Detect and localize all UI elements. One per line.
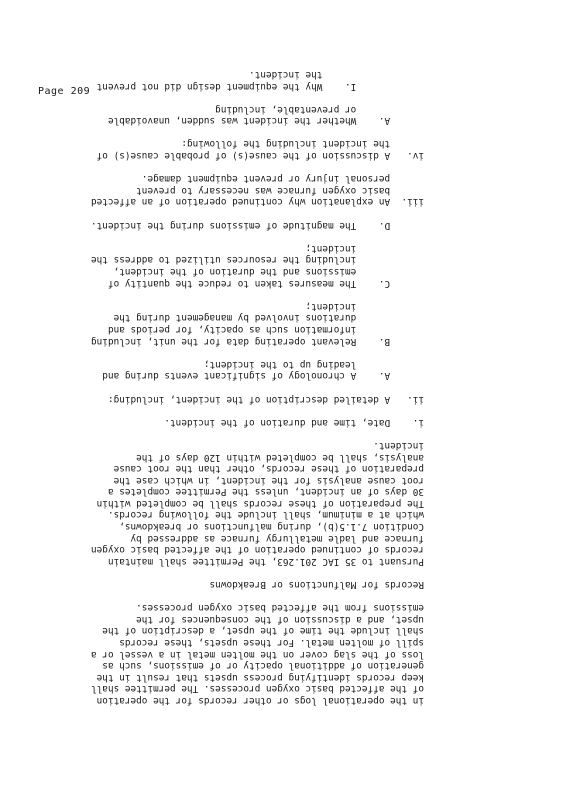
text-line: [24, 126, 424, 138]
text-line: in the operational logs or other records for the operation: [96, 695, 424, 706]
text-line: [24, 405, 424, 417]
text-line: B. Relevant operating data for the unit, including: [90, 335, 424, 347]
text-line: preparation of these records, other than the root cause: [113, 463, 424, 475]
text-line: [24, 231, 424, 243]
text-line: i. Date, time and duration of the incident.: [164, 416, 424, 428]
page-number-label: Page 209: [38, 86, 91, 97]
text-line: A. A chronology of significant events during and: [102, 370, 424, 382]
text-line: [24, 428, 424, 440]
text-line: D. The magnitude of emissions during the incident.: [90, 219, 424, 231]
text-line: incident;: [305, 300, 424, 312]
text-line: basic oxygen furnace was necessary to prevent: [136, 184, 424, 196]
text-line: incident;: [305, 242, 424, 254]
text-line: A. Whether the incident was sudden, unavoidable: [107, 115, 424, 127]
text-line: I. Why the equipment design did not prevent: [96, 80, 424, 92]
text-line: the incident.: [249, 68, 424, 80]
text-line: The preparation of these records shall be completed within: [96, 497, 424, 509]
text-line: leading up to the incident;: [203, 358, 424, 370]
text-line: keep records identifying process upsets that result in the: [96, 671, 424, 683]
text-line: the incident including the following:: [181, 138, 424, 150]
text-line: C. The measures taken to reduce the quantity of: [107, 277, 424, 289]
text-line: root cause analysis for the incident, in which case the: [113, 474, 424, 486]
text-line: durations involved by management during the: [113, 312, 424, 324]
text-line: spill of molten metal. For these upsets, these records: [119, 637, 424, 649]
text-line: [24, 161, 424, 173]
text-line: emissions from the affected basic oxygen processes.: [136, 602, 424, 614]
text-line: Condition 7.1.5(b), during malfunctions or breakdowns,: [119, 521, 424, 533]
text-line: [24, 381, 424, 393]
text-line: ii. A detailed description of the incident, including:: [107, 393, 424, 405]
text-line: Records for Malfunctions or Breakdowns: [209, 579, 424, 591]
text-line: iii. An explanation why continued operation of an affected: [90, 196, 424, 208]
text-line: Pursuant to 35 IAC 201.263, the Permittee shall maintain: [107, 555, 424, 567]
text-line: [24, 567, 424, 579]
document-text: [24, 68, 424, 706]
text-line: loss of the slag cover on the molten metal in a vessel or a: [90, 648, 424, 660]
text-line: which at a minimum, shall include the following records.: [107, 509, 424, 521]
text-line: [24, 590, 424, 602]
text-line: iv. A discussion of the cause(s) of probable cause(s) of: [96, 150, 424, 162]
text-line: shall include the time of the upset, a description of the: [102, 625, 424, 637]
text-line: of the affected basic oxygen processes. The permittee shall: [90, 683, 424, 695]
text-line: including the resources utilized to address the: [90, 254, 424, 266]
text-line: upset, and a discussion of the consequences for the: [136, 613, 424, 625]
text-line: generation of additional opacity or of emissions, such as: [102, 660, 424, 672]
text-line: records of continued operation of the affected basic oxygen: [90, 544, 424, 556]
text-line: or preventable, including: [215, 103, 424, 115]
text-line: furnace and ladle metallurgy furnace as addressed by: [130, 532, 424, 544]
text-line: emissions and the duration of the incident,: [113, 266, 424, 278]
text-line: [24, 347, 424, 359]
text-line: analysis, shall be completed within 120 days of the: [136, 451, 424, 463]
text-line: information such as opacity, for periods and: [107, 324, 424, 335]
text-line: [24, 207, 424, 219]
text-line: personal injury or prevent equipment damage.: [141, 173, 424, 185]
text-line: [24, 289, 424, 301]
text-line: 30 days of an incident, unless the Permittee completes a: [107, 486, 424, 498]
text-line: incident.: [373, 439, 424, 451]
text-line: [24, 92, 424, 104]
